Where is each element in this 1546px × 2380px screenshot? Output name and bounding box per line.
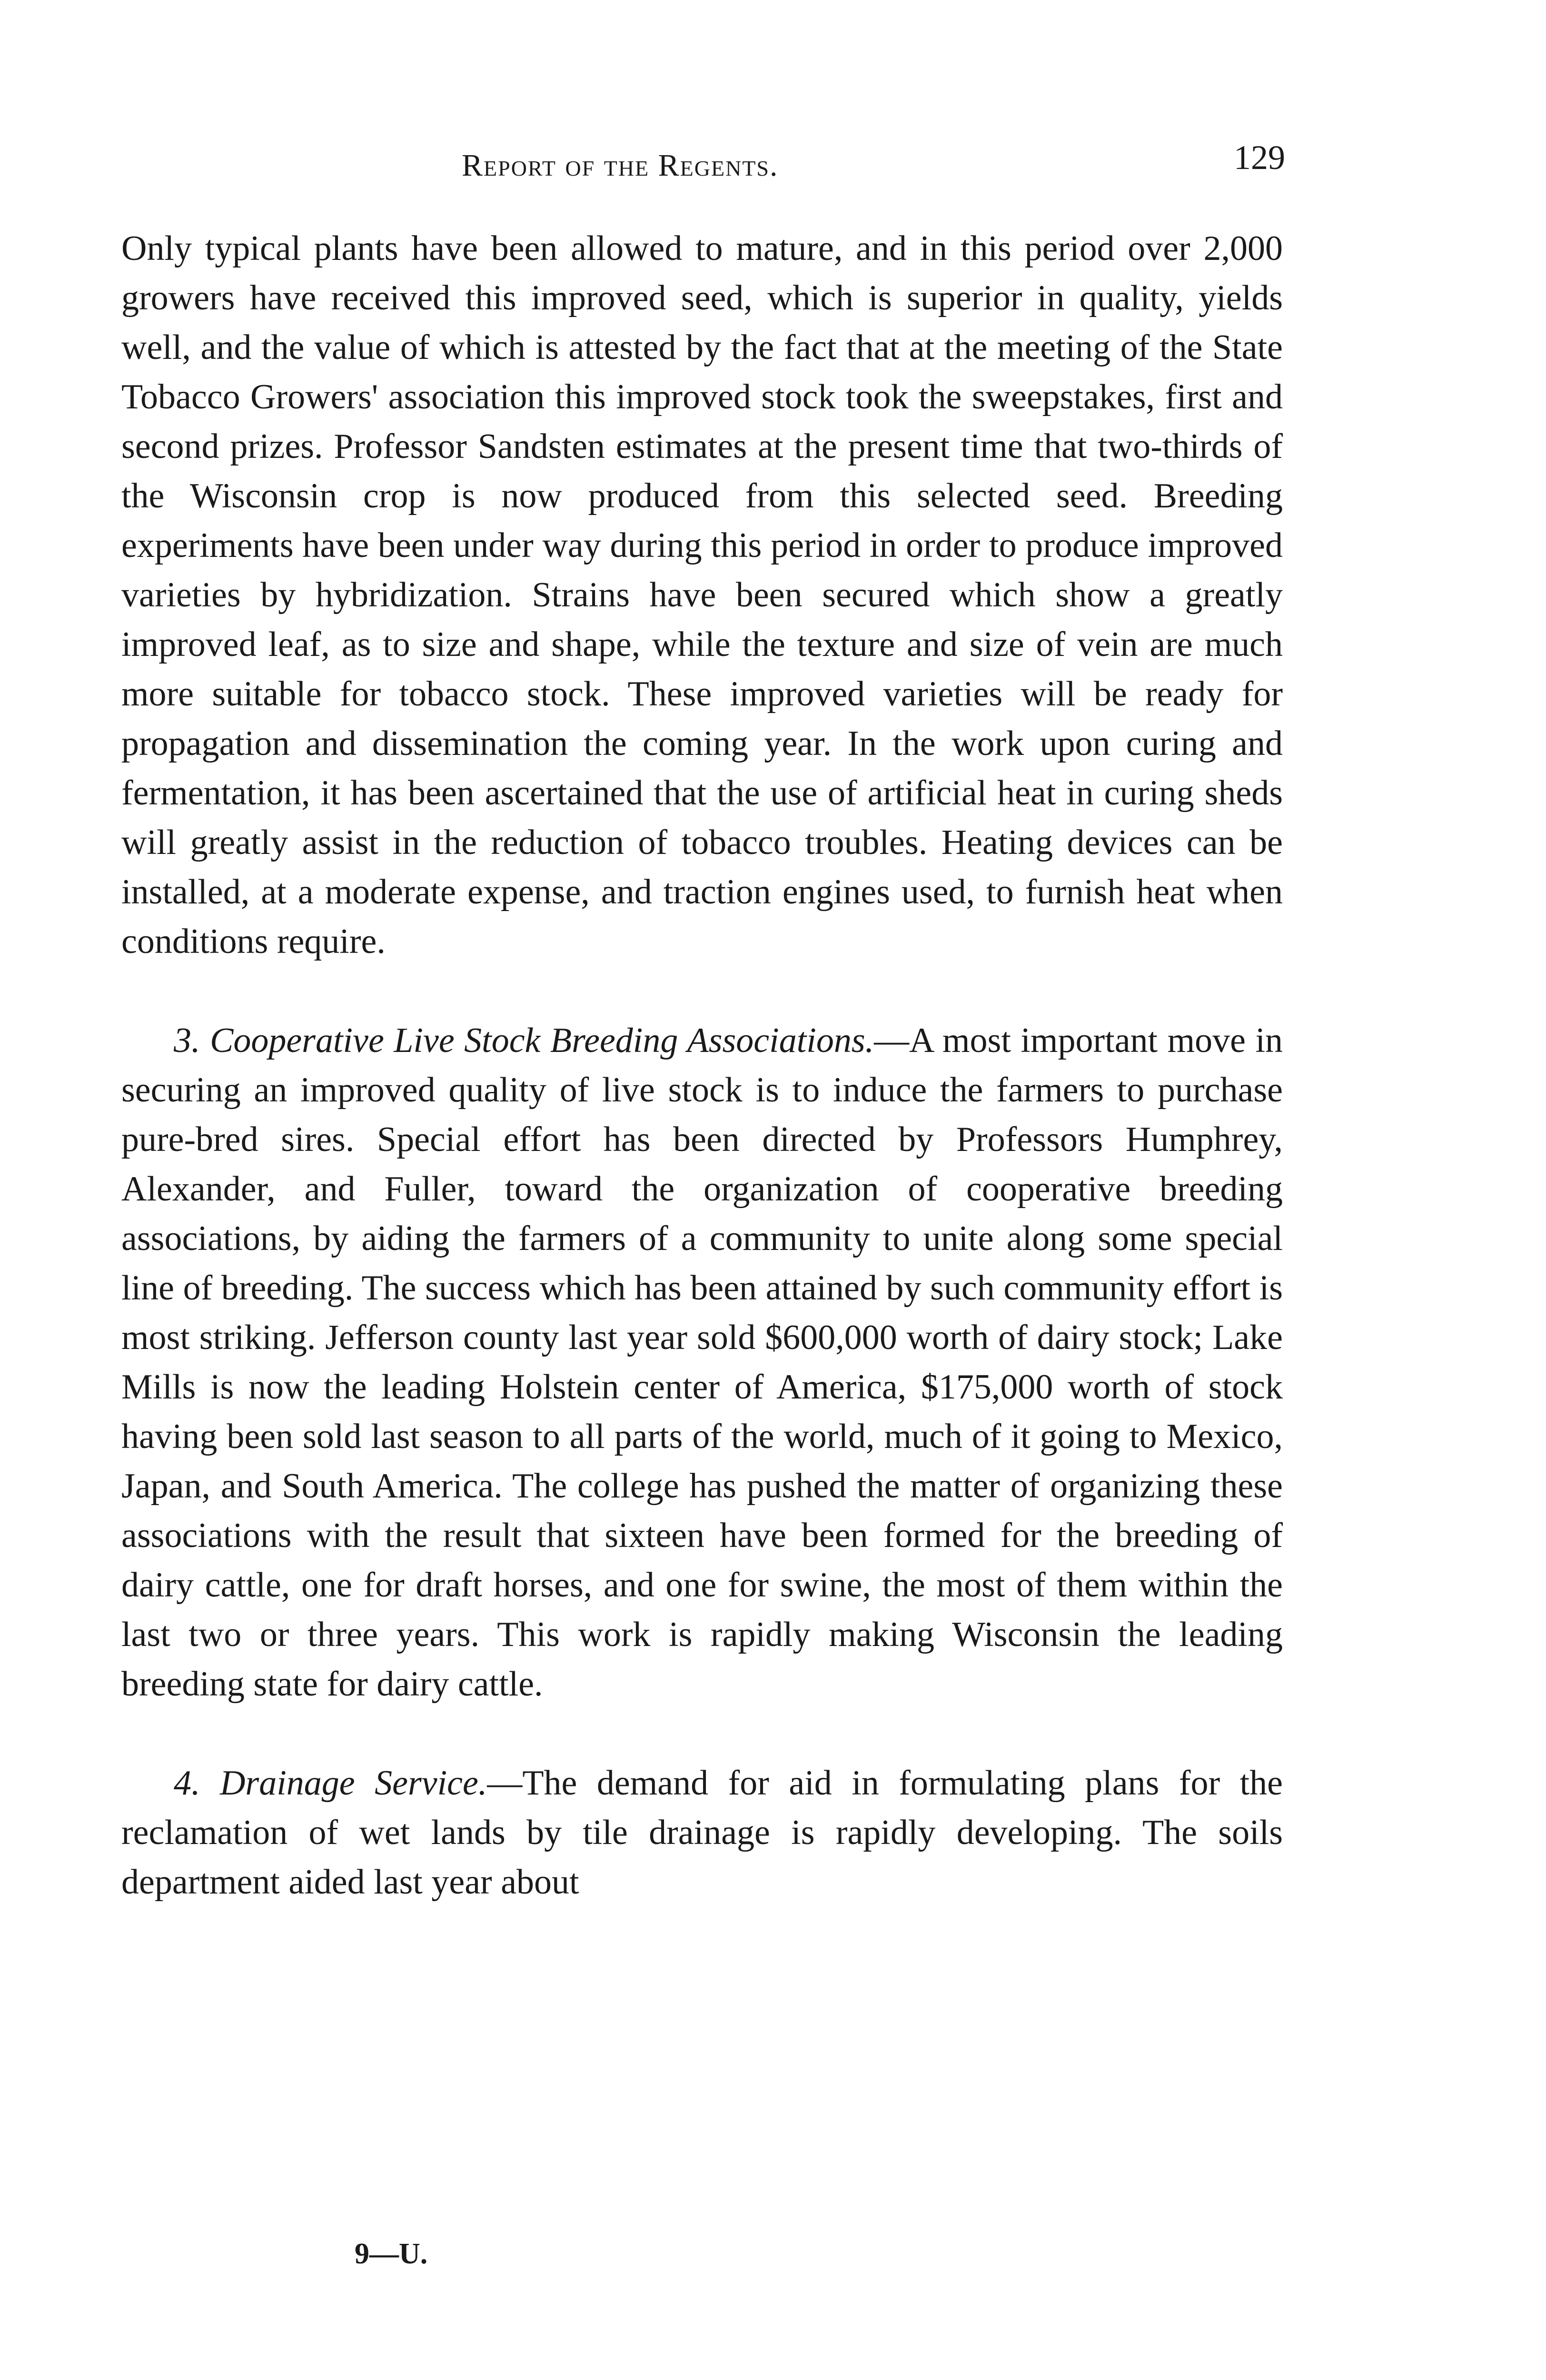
- running-title: Report of the Regents.: [462, 148, 779, 183]
- page-header: [119, 138, 1285, 195]
- signature-mark: 9—U.: [355, 2238, 428, 2270]
- section-heading: 4. Drainage Service.: [174, 1764, 487, 1803]
- paragraph-drainage-service: [121, 1758, 1283, 1907]
- paragraph-text: —A most important move in securing an improved quality of live stock is to induce the farmers to purchase pure-bred sires. Special effort has been directed by Professors Humphrey, Alexander, and Fuller, toward the organization of cooperative breeding associations, by aiding the farmers of a community to unite along some special line of breeding. The success which has been attained by such community effort is most striking. Jefferson county last year sold $600,000 worth of dairy stock; Lake Mills is now the leading Holstein center of America, $175,000 worth of stock having been sold last season to all parts of the world, much of it going to Mexico, Japan, and South America. The college has pushed the matter of organizing these associations with the result that sixteen have been formed for the breeding of dairy cattle, one for draft horses, and one for swine, the most of them within the last two or three years. This work is rapidly making Wisconsin the leading breeding state for dairy cattle.: [121, 1021, 1283, 1704]
- paragraph-text: —The demand for aid in formulating plans for the reclamation of wet lands by tile drainage is rapidly developing. The soils department aided last year about: [121, 1764, 1283, 1902]
- section-heading: 3. Cooperative Live Stock Breeding Associations.: [174, 1021, 874, 1060]
- page-number: 129: [1234, 139, 1285, 177]
- paragraph-tobacco-seed: [121, 224, 1283, 966]
- paragraph-breeding-associations: [121, 1016, 1283, 1709]
- paragraph-text: Only typical plants have been allowed to mature, and in this period over 2,000 growers have received this improved seed, which is superior in quality, yields well, and the value of which is attested by the fact that at the meeting of the State Tobacco Growers' association this improved stock took the sweepstakes, first and second prizes. Professor Sandsten estimates at the present time that two-thirds of the Wisconsin crop is now produced from this selected seed. Breeding experiments have been under way during this period in order to produce improved varieties by hybridization. Strains have been secured which show a greatly improved leaf, as to size and shape, while the texture and size of vein are much more suitable for tobacco stock. These improved varieties will be ready for propagation and dissemination the coming year. In the work upon curing and fermentation, it has been ascertained that the use of artificial heat in curing sheds will greatly assist in the reduction of tobacco troubles. Heating devices can be installed, at a moderate expense, and traction engines used, to furnish heat when conditions require.: [121, 229, 1283, 961]
- body-text: [121, 224, 1283, 1907]
